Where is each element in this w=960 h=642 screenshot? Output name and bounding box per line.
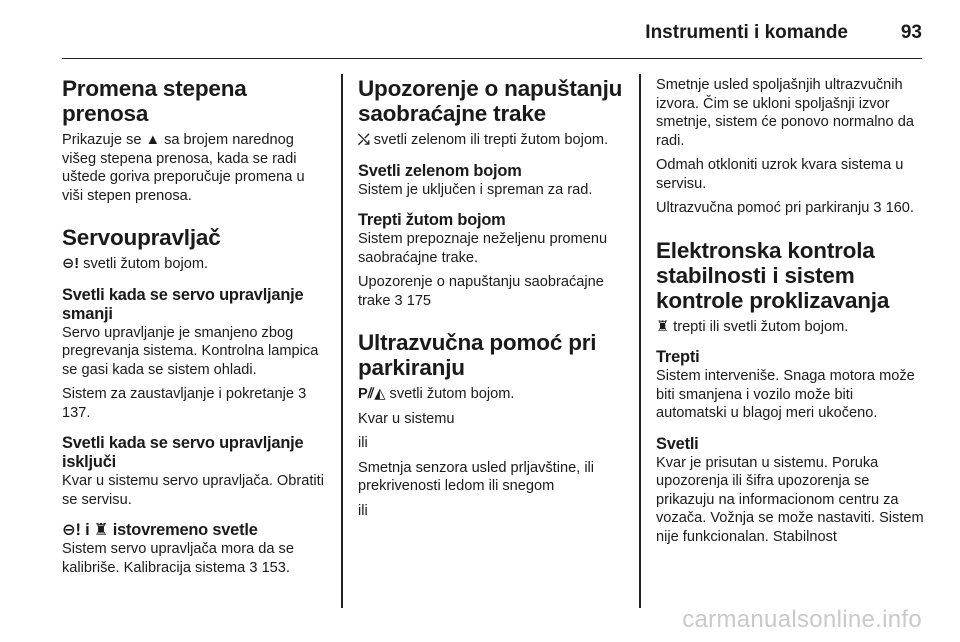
column-divider <box>639 74 641 608</box>
paragraph: ♜ trepti ili svetli žutom bojom. <box>656 318 849 335</box>
lane-departure-icon: ⤯ <box>358 132 370 148</box>
page-ref-icon: 3 <box>249 559 258 576</box>
esc-icon: ♜ <box>656 318 670 335</box>
paragraph: Smetnja senzora usled prljavštine, ili prekrivenosti ledom ili snegom <box>358 459 595 494</box>
paragraph: Kvar u sistemu <box>358 410 455 427</box>
paragraph: ⤯ svetli zelenom ili trepti žutom bojom. <box>358 132 609 148</box>
paragraph: Sistem interveniše. Snaga motora može biti smanjena i vozilo može biti automatski u blagoj meri ukočeno. <box>656 368 915 421</box>
upshift-arrow-icon: ▲ <box>145 132 161 148</box>
subheading-yellow: Trepti žutom bojom <box>358 211 506 229</box>
esc-icon: ♜ <box>93 521 109 539</box>
page-ref[interactable]: 153. <box>261 559 290 576</box>
heading-power-steering: Servoupravljač <box>62 225 221 250</box>
page-header <box>62 14 922 59</box>
paragraph: Sistem je uključen i spreman za rad. <box>358 181 593 198</box>
paragraph: Kvar u sistemu servo upravljača. Obratiti se servisu. <box>62 473 324 508</box>
column-2 <box>358 76 628 526</box>
paragraph: Ultrazvučna pomoć pri parkiranju 3 160. <box>656 200 914 216</box>
paragraph: Odmah otkloniti uzrok kvara sistema u servisu. <box>656 157 904 192</box>
subheading-lit: Svetli <box>656 434 699 453</box>
paragraph: Servo upravljanje je smanjeno zbog pregrevanja sistema. Kontrolna lampica se gasi kada se sistem ohladi. <box>62 324 319 378</box>
paragraph: Sistem servo upravljača mora da se kalibriše. Kalibracija sistema 3 153. <box>62 541 294 576</box>
subheading-off: Svetli kada se servo upravljanje isključi <box>62 434 304 471</box>
paragraph: Prikazuje se ▲ sa brojem narednog višeg stepena prenosa, kada se radi uštede goriva preporučuje promena u viši stepen prenosa. <box>62 132 305 204</box>
column-3 <box>656 76 924 552</box>
paragraph: ili <box>358 435 368 451</box>
parking-assist-icon: P⫽◭ <box>358 386 386 402</box>
heading-lane-departure: Upozorenje o napuštanju saobraćajne trake <box>358 76 623 126</box>
watermark: carmanualsonline.info <box>682 606 922 633</box>
paragraph: Kvar je prisutan u sistemu. Poruka upozorenja ili šifra upozorenja se prikazuju na informacionom centru za vozača. Vožnja se može nastaviti. Sistem nije funkcionalan. Stabilnost <box>656 454 924 545</box>
paragraph: Sistem za zaustavljanje i pokretanje 3 137. <box>62 386 307 421</box>
page-ref-icon: 3 <box>394 292 403 309</box>
page-ref-icon: 3 <box>873 200 882 216</box>
column-1 <box>62 76 328 583</box>
subheading-reduced: Svetli kada se servo upravljanje smanji <box>62 285 304 323</box>
heading-parking-assist: Ultrazvučna pomoć pri parkiranju <box>358 330 597 380</box>
heading-esc: Elektronska kontrola stabilnosti i sistem kontrole proklizavanja <box>656 237 890 313</box>
page-ref-icon: 3 <box>298 386 307 402</box>
steering-warning-icon: ⊖! <box>62 256 80 272</box>
subheading-both: ⊖! i ♜ istovremeno svetle <box>62 521 258 539</box>
page-ref[interactable]: 175 <box>406 292 432 309</box>
paragraph: Upozorenje o napuštanju saobraćajne trake 3 175 <box>358 274 604 309</box>
paragraph: Sistem prepoznaje neželjenu promenu saobraćajne trake. <box>358 231 608 266</box>
column-divider <box>341 74 343 608</box>
page-ref[interactable]: 137. <box>62 404 91 421</box>
heading-gear-shift: Promena stepena prenosa <box>62 76 247 126</box>
subheading-flash: Trepti <box>656 348 700 366</box>
steering-warning-icon: ⊖! <box>62 521 81 539</box>
page-number: 93 <box>900 22 922 43</box>
paragraph: ⊖! svetli žutom bojom. <box>62 256 209 272</box>
paragraph: Smetnje usled spoljašnjih ultrazvučnih izvora. Čim se ukloni spoljašnji izvor smetnje, sistem će ponovo normalno da radi. <box>656 77 914 149</box>
paragraph: ili <box>358 502 368 519</box>
section-title: Instrumenti i komande <box>645 22 848 43</box>
page-ref[interactable]: 160. <box>885 200 914 216</box>
paragraph: P⫽◭ svetli žutom bojom. <box>358 386 515 402</box>
subheading-green: Svetli zelenom bojom <box>358 161 522 180</box>
